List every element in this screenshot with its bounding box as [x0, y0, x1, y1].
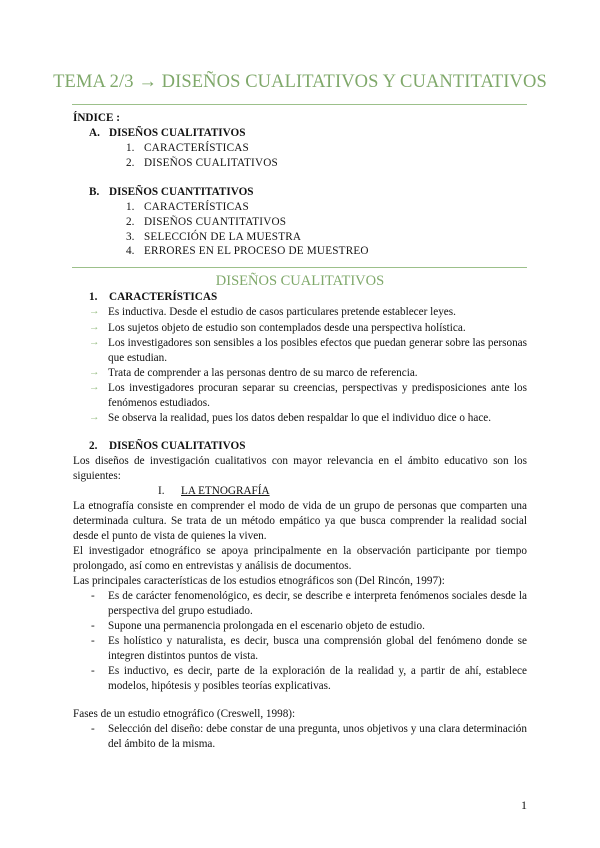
bullet-text: Se observa la realidad, pues los datos deben respaldar lo que el individuo dice o hace. — [108, 412, 492, 424]
arrow-bullet-icon: → — [89, 337, 100, 348]
designs-intro-cont: siguientes: — [73, 470, 121, 482]
bullet-text: Trata de comprender a las personas dentro de su marco de referencia. — [108, 367, 418, 379]
index-item-num: 3. — [126, 231, 135, 243]
dash-item-text-cont: integren distintos puntos de vista. — [108, 650, 259, 662]
dash-bullet: - — [91, 665, 95, 677]
dash-item-text: Es inductivo, es decir, parte de la exploración de la realidad y, a partir de ahí, establece — [108, 665, 527, 677]
index-item-num: 2. — [126, 157, 135, 169]
paragraph-line: El investigador etnográfico se apoya principalmente en la observación participante por tiempo — [73, 545, 527, 557]
arrow-bullet-icon: → — [89, 306, 100, 317]
bullet-text: Los sujetos objeto de estudio son contemplados desde una perspectiva holística. — [108, 322, 466, 334]
index-item-label: DISEÑOS CUANTITATIVOS — [144, 216, 287, 228]
bullet-text: Los investigadores son sensibles a los posibles efectos que puedan generar sobre las personas — [108, 337, 527, 349]
dash-bullet: - — [91, 590, 95, 602]
phase-item-text: Selección del diseño: debe constar de una pregunta, unos objetivos y una clara determinación — [108, 723, 527, 735]
subsection-num: I. — [158, 485, 165, 497]
dash-bullet: - — [91, 723, 95, 735]
index-item-num: 2. — [126, 216, 135, 228]
index-section-title: DISEÑOS CUALITATIVOS — [109, 127, 246, 139]
dash-item-text-cont: perspectiva del grupo estudiado. — [108, 605, 253, 617]
arrow-bullet-icon: → — [89, 322, 100, 333]
paragraph-line: La etnografía consiste en comprender el modo de vida de un grupo de personas que comparten una — [73, 500, 527, 512]
index-item-label: DISEÑOS CUALITATIVOS — [144, 157, 278, 169]
dash-bullet: - — [91, 620, 95, 632]
index-item-num: 4. — [126, 245, 135, 257]
dash-item-text: Es holístico y naturalista, es decir, busca una comprensión global del fenómeno donde se — [108, 635, 527, 647]
subsection-heading: LA ETNOGRAFÍA — [181, 485, 270, 497]
section-title: DISEÑOS CUALITATIVOS — [215, 273, 385, 289]
arrow-bullet-icon: → — [89, 382, 100, 393]
dash-item-text: Es de carácter fenomenológico, es decir, se describe e interpreta fenómenos sociales desde la — [108, 590, 527, 602]
arrow-bullet-icon: → — [89, 412, 100, 423]
designs-heading: DISEÑOS CUALITATIVOS — [109, 440, 246, 452]
index-item-label: CARACTERÍSTICAS — [144, 201, 249, 213]
characteristics-heading: CARACTERÍSTICAS — [109, 291, 218, 303]
arrow-bullet-icon: → — [89, 367, 100, 378]
index-heading: ÍNDICE : — [73, 112, 120, 124]
dash-item-text-cont: modelos, hipótesis y posibles teorías explicativas. — [108, 680, 331, 692]
page-number: 1 — [521, 798, 527, 812]
phase-item-text-cont: del ámbito de la misma. — [108, 738, 216, 750]
index-section-letter: B. — [89, 186, 100, 198]
bullet-text-cont: que estudian. — [108, 352, 168, 364]
document-title: TEMA 2/3 → DISEÑOS CUALITATIVOS Y CUANTITATIVOS — [53, 72, 547, 92]
index-item-num: 1. — [126, 201, 135, 213]
paragraph-line: determinada cultura. Se trata de un método empático ya que busca comprender la realidad social — [73, 515, 527, 527]
title-divider — [72, 104, 527, 105]
designs-num: 2. — [89, 440, 98, 452]
index-item-label: CARACTERÍSTICAS — [144, 142, 249, 154]
dash-bullet: - — [91, 635, 95, 647]
characteristics-num: 1. — [89, 291, 98, 303]
paragraph-line: Las principales características de los estudios etnográficos son (Del Rincón, 1997): — [73, 575, 445, 587]
index-item-label: SELECCIÓN DE LA MUESTRA — [144, 231, 302, 243]
index-item-num: 1. — [126, 142, 135, 154]
bullet-text-cont: fenómenos estudiados. — [108, 397, 210, 409]
designs-intro: Los diseños de investigación cualitativos con mayor relevancia en el ámbito educativo son los — [73, 455, 527, 467]
paragraph-line: prolongado, así como en entrevistas y análisis de documentos. — [73, 560, 352, 572]
index-item-label: ERRORES EN EL PROCESO DE MUESTREO — [144, 245, 369, 257]
index-section-title: DISEÑOS CUANTITATIVOS — [109, 186, 254, 198]
index-divider — [72, 267, 527, 268]
phases-title: Fases de un estudio etnográfico (Creswell, 1998): — [73, 708, 296, 720]
bullet-text: Los investigadores procuran separar su creencias, perspectivas y predisposiciones ante los — [108, 382, 527, 394]
bullet-text: Es inductiva. Desde el estudio de casos particulares pretende establecer leyes. — [108, 306, 456, 318]
dash-item-text: Supone una permanencia prolongada en el escenario objeto de estudio. — [108, 620, 425, 632]
index-section-letter: A. — [89, 127, 100, 139]
paragraph-line: desde el punto de vista de quienes la viven. — [73, 530, 267, 542]
